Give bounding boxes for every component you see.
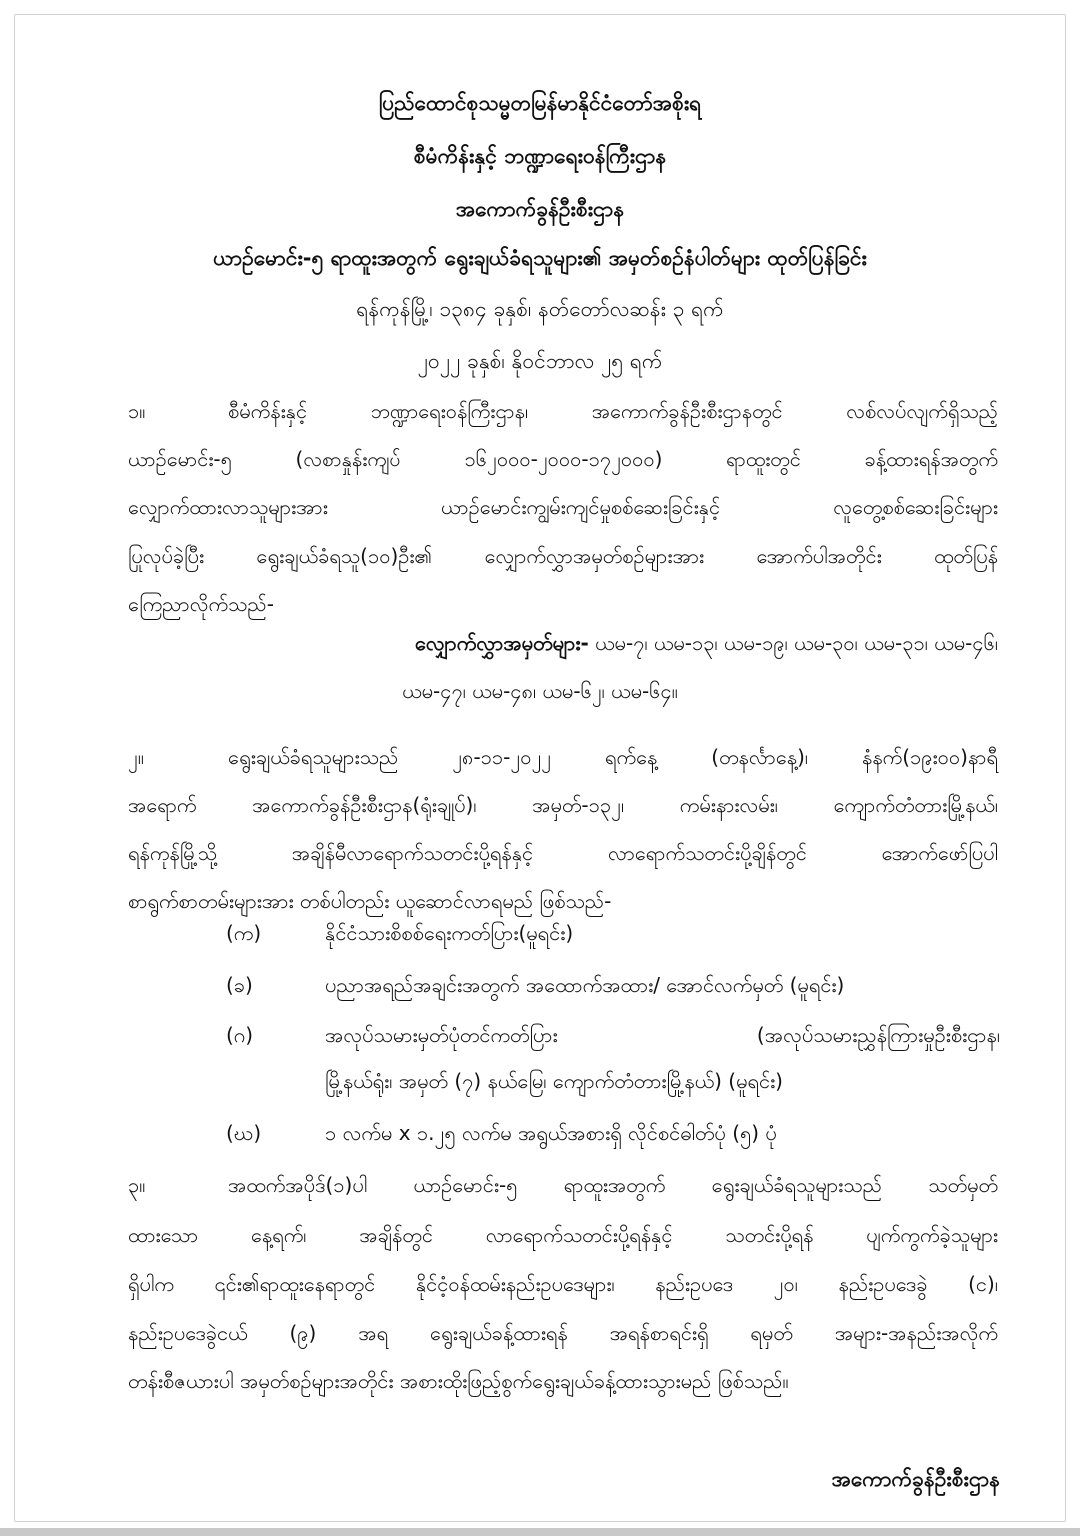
document-item-label: (ဃ): [226, 1121, 262, 1145]
document-item-text: ပညာအရည်အချင်းအတွက် အထောက်အထား/ အောင်လက်မှတ် (မူရင်း): [325, 973, 845, 997]
paragraph-2-line: စာရွက်စာတမ်းများအား တစ်ပါတည်း ယူဆောင်လာရမည် ဖြစ်သည်-: [128, 889, 612, 913]
government-name: ပြည်ထောင်စုသမ္မတမြန်မာနိုင်ငံတော်အစိုးရ: [378, 91, 702, 115]
paragraph-1-line: ယာဉ်မောင်း-၅ (လစာနှုန်းကျပ် ၁၆၂၀၀၀-၂၀၀၀-၁၇၂၀၀၀) ရာထူးတွင် ခန့်ထားရန်အတွက်: [128, 447, 998, 471]
paragraph-3-number: ၃။: [128, 1173, 146, 1197]
application-numbers-values: ယမ-၇၊ ယမ-၁၃၊ ယမ-၁၉၊ ယမ-၃၀၊ ယမ-၃၁၊ ယမ-၄၆၊: [588, 631, 998, 655]
document-item-label: (က): [226, 921, 262, 945]
paragraph-2-line: ရန်ကုန်မြို့သို့ အချိန်မီလာရောက်သတင်းပို့ရန်နှင့် လာရောက်သတင်းပို့ချိန်တွင် အောက်ဖော်ပြပါ: [128, 841, 998, 865]
announcement-title: ယာဉ်မောင်း-၅ ရာထူးအတွက် ရွေးချယ်ခံရသူများ၏ အမှတ်စဉ်နံပါတ်များ ထုတ်ပြန်ခြင်း: [213, 246, 867, 270]
ministry-name: စီမံကိန်းနှင့် ဘဏ္ဍာရေးဝန်ကြီးဌာန: [413, 144, 667, 168]
paragraph-2-line: ရွေးချယ်ခံရသူများသည် ၂၈-၁၁-၂၀၂၂ ရက်နေ့ (တနင်္လာနေ့)၊ နံနက်(၁၉း၀၀)နာရီ: [228, 745, 998, 769]
paragraph-1-number: ၁။: [128, 399, 146, 423]
myanmar-date: ရန်ကုန်မြို့၊ ၁၃၈၄ ခုနှစ်၊ နတ်တော်လဆန်း ၃ ရက်: [356, 297, 724, 321]
paragraph-1-line: ပြုလုပ်ခဲ့ပြီး ရွေးချယ်ခံရသူ(၁၀)ဦး၏ လျှောက်လွှာအမှတ်စဉ်များအား အောက်ပါအတိုင်း ထုတ်ပြန်: [128, 544, 998, 568]
paragraph-1-line: စီမံကိန်းနှင့် ဘဏ္ဍာရေးဝန်ကြီးဌာန၊ အကောက်ခွန်ဦးစီးဌာနတွင် လစ်လပ်လျက်ရှိသည့်: [228, 399, 998, 423]
document-item-label: (ဂ): [226, 1023, 254, 1047]
paragraph-2-line: အရောက် အကောက်ခွန်ဦးစီးဌာန(ရုံးချုပ်)၊ အမှတ်-၁၃၂၊ ကမ်းနားလမ်း၊ ကျောက်တံတားမြို့နယ်၊: [128, 793, 998, 817]
document-item-text: ၁ လက်မ x ၁.၂၅ လက်မ အရွယ်အစားရှိ လိုင်စင်ဓါတ်ပုံ (၅) ပုံ: [325, 1121, 777, 1145]
document-item-label: (ခ): [226, 973, 253, 997]
document-item-text: နိုင်ငံသားစိစစ်ရေးကတ်ပြား(မူရင်း): [325, 921, 574, 945]
issuing-department-signature: အကောက်ခွန်ဦးစီးဌာန: [831, 1467, 1000, 1491]
paragraph-3-line: အထက်အပိုဒ်(၁)ပါ ယာဉ်မောင်း-၅ ရာထူးအတွက် ရွေးချယ်ခံရသူများသည် သတ်မှတ်: [228, 1173, 998, 1197]
paragraph-1-line: ကြေညာလိုက်သည်-: [128, 592, 274, 616]
department-name: အကောက်ခွန်ဦးစီးဌာန: [455, 197, 625, 221]
paragraph-2-number: ၂။: [128, 745, 144, 769]
paragraph-1-line: လျှောက်ထားလာသူများအား ယာဉ်မောင်းကျွမ်းကျင်မှုစစ်ဆေးခြင်းနှင့် လူတွေ့စစ်ဆေးခြင်းများ: [128, 495, 998, 519]
paragraph-3-line: တန်းစီဇယားပါ အမှတ်စဉ်များအတိုင်း အစားထိုးဖြည့်စွက်ရွေးချယ်ခန့်ထားသွားမည် ဖြစ်သည်။: [128, 1369, 789, 1393]
paragraph-3-line: ထားသော နေ့ရက်၊ အချိန်တွင် လာရောက်သတင်းပို့ရန်နှင့် သတင်းပို့ရန် ပျက်ကွက်ခဲ့သူများ: [128, 1223, 998, 1247]
document-item-text: အလုပ်သမားမှတ်ပုံတင်ကတ်ပြား (အလုပ်သမားညွှန်ကြားမှုဦးစီးဌာန၊: [325, 1023, 1000, 1047]
bottom-rule: [0, 1528, 1080, 1536]
gregorian-date: ၂၀၂၂ ခုနှစ်၊ နိုဝင်ဘာလ ၂၅ ရက်: [417, 349, 663, 373]
paragraph-3-line: ရှိပါက ၎င်း၏ရာထူးနေရာတွင် နိုင်ငံ့ဝန်ထမ်းနည်းဥပဒေများ၊ နည်းဥပဒေ ၂၀၊ နည်းဥပဒေခွဲ (င)၊: [128, 1272, 998, 1296]
paragraph-3-line: နည်းဥပဒေခွဲငယ် (၉) အရ ရွေးချယ်ခန့်ထားရန် အရန်စာရင်းရှိ ရမှတ် အများ-အနည်းအလိုက်: [128, 1321, 998, 1345]
document-item-text: မြို့နယ်ရုံး၊ အမှတ် (၇) နယ်မြေ၊ ကျောက်တံတားမြို့နယ်) (မူရင်း): [325, 1069, 783, 1093]
application-numbers-line-2: ယမ-၄၇၊ ယမ-၄၈၊ ယမ-၆၂၊ ယမ-၆၄။: [402, 679, 678, 703]
application-numbers-line-1: [228, 628, 998, 658]
application-numbers-label: လျှောက်လွှာအမှတ်များ-: [415, 631, 589, 655]
